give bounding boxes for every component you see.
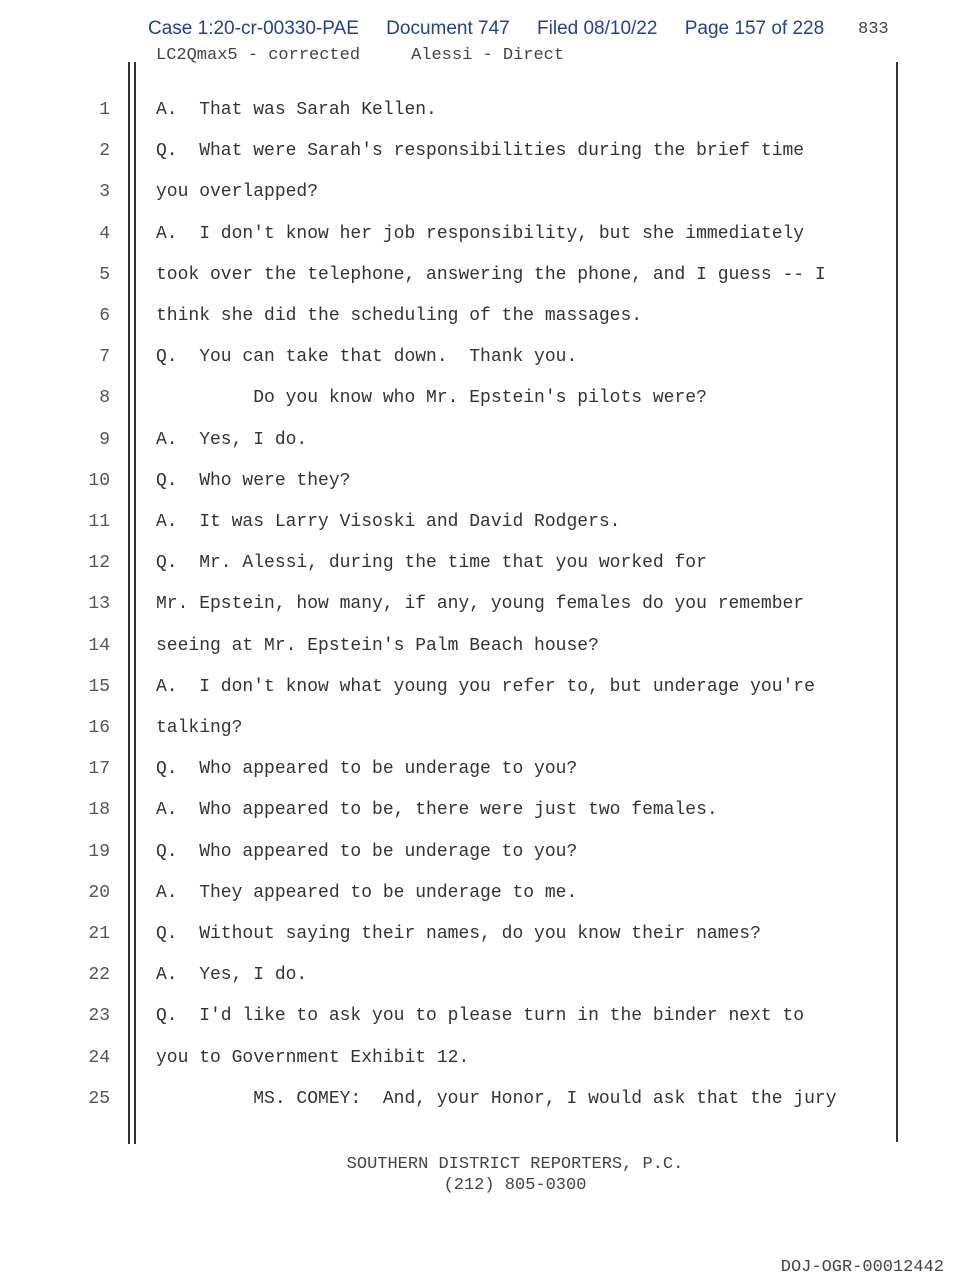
line-text: A. That was Sarah Kellen. [156, 100, 437, 120]
line-number: 10 [88, 470, 110, 491]
transcript-line [0, 347, 972, 377]
transcript-line [0, 471, 972, 501]
header-left: LC2Qmax5 - corrected [156, 46, 361, 65]
line-text: A. I don't know what young you refer to, but underage you're [156, 676, 815, 697]
transcript-page-number: 833 [858, 20, 889, 39]
bates-number: DOJ-OGR-00012442 [780, 1258, 944, 1277]
line-text: Q. Without saying their names, do you know their names? [156, 924, 761, 944]
line-text: Q. Mr. Alessi, during the time that you worked for [156, 553, 707, 574]
line-number: 12 [88, 553, 110, 574]
line-text: Q. Who appeared to be underage to you? [156, 841, 578, 862]
transcript-line [0, 1089, 972, 1119]
line-text: A. Who appeared to be, there were just two females. [156, 800, 718, 821]
line-text: you overlapped? [156, 182, 319, 203]
line-number: 17 [88, 759, 110, 780]
line-number: 9 [99, 429, 110, 450]
line-text: you to Government Exhibit 12. [156, 1047, 470, 1068]
line-text: Q. Who were they? [156, 470, 351, 491]
line-text: Q. Who appeared to be underage to you? [156, 759, 578, 780]
line-text: A. Yes, I do. [156, 429, 308, 450]
transcript-line [0, 718, 972, 748]
transcript-line [0, 677, 972, 707]
transcript-line [0, 430, 972, 460]
line-text: talking? [156, 718, 243, 738]
line-number: 22 [88, 965, 110, 986]
line-number: 18 [88, 800, 110, 821]
page-count: Page 157 of 228 [684, 18, 825, 39]
transcript-line [0, 224, 972, 254]
line-number: 11 [88, 512, 110, 532]
transcript-line [0, 883, 972, 913]
transcript-line [0, 388, 972, 418]
line-number: 5 [99, 264, 110, 285]
transcript-line [0, 306, 972, 336]
document-number: Document 747 [386, 18, 510, 39]
line-number: 16 [88, 718, 110, 738]
line-number: 1 [99, 100, 110, 120]
line-number: 6 [99, 306, 110, 326]
line-text: A. They appeared to be underage to me. [156, 882, 578, 903]
line-number: 8 [99, 388, 110, 409]
page-footer [0, 1154, 972, 1196]
line-number: 24 [88, 1047, 110, 1068]
transcript-line [0, 512, 972, 542]
transcript-line [0, 800, 972, 830]
court-filing-stamp [148, 18, 846, 40]
line-text: seeing at Mr. Epstein's Palm Beach house? [156, 635, 599, 656]
line-text: A. It was Larry Visoski and David Rodgers. [156, 512, 621, 532]
line-number: 21 [88, 924, 110, 944]
line-number: 13 [88, 594, 110, 615]
transcript-line [0, 842, 972, 872]
header-right: Alessi - Direct [411, 46, 565, 65]
header-gap [360, 46, 411, 65]
line-text: Q. You can take that down. Thank you. [156, 347, 578, 368]
line-number: 23 [88, 1006, 110, 1027]
transcript-line [0, 1048, 972, 1078]
transcript-line [0, 265, 972, 295]
transcript-line [0, 100, 972, 130]
line-text: Do you know who Mr. Epstein's pilots were? [156, 388, 707, 409]
line-text: think she did the scheduling of the massages. [156, 306, 643, 326]
transcript-header [156, 46, 564, 65]
transcript-line [0, 182, 972, 212]
line-number: 14 [88, 635, 110, 656]
case-number: Case 1:20-cr-00330-PAE [148, 18, 359, 39]
line-number: 4 [99, 223, 110, 244]
transcript-line [0, 636, 972, 666]
transcript-line [0, 759, 972, 789]
transcript-line [0, 1006, 972, 1036]
reporter-name: SOUTHERN DISTRICT REPORTERS, P.C. [346, 1155, 684, 1174]
line-text: Q. What were Sarah's responsibilities during the brief time [156, 141, 805, 162]
line-text: took over the telephone, answering the phone, and I guess -- I [156, 264, 826, 285]
transcript-line [0, 965, 972, 995]
transcript-line [0, 924, 972, 954]
line-text: Mr. Epstein, how many, if any, young females do you remember [156, 594, 805, 615]
line-number: 3 [99, 182, 110, 203]
line-number: 7 [99, 347, 110, 368]
line-number: 20 [88, 882, 110, 903]
line-number: 15 [88, 676, 110, 697]
line-number: 2 [99, 141, 110, 162]
transcript-line [0, 141, 972, 171]
line-number: 25 [88, 1088, 110, 1109]
line-number: 19 [88, 841, 110, 862]
filed-date: Filed 08/10/22 [537, 18, 658, 39]
transcript-line [0, 594, 972, 624]
line-text: A. I don't know her job responsibility, but she immediately [156, 223, 805, 244]
transcript-line [0, 553, 972, 583]
reporter-phone: (212) 805-0300 [443, 1176, 587, 1195]
line-text: MS. COMEY: And, your Honor, I would ask that the jury [156, 1088, 837, 1109]
line-text: A. Yes, I do. [156, 965, 308, 986]
line-text: Q. I'd like to ask you to please turn in the binder next to [156, 1006, 805, 1027]
